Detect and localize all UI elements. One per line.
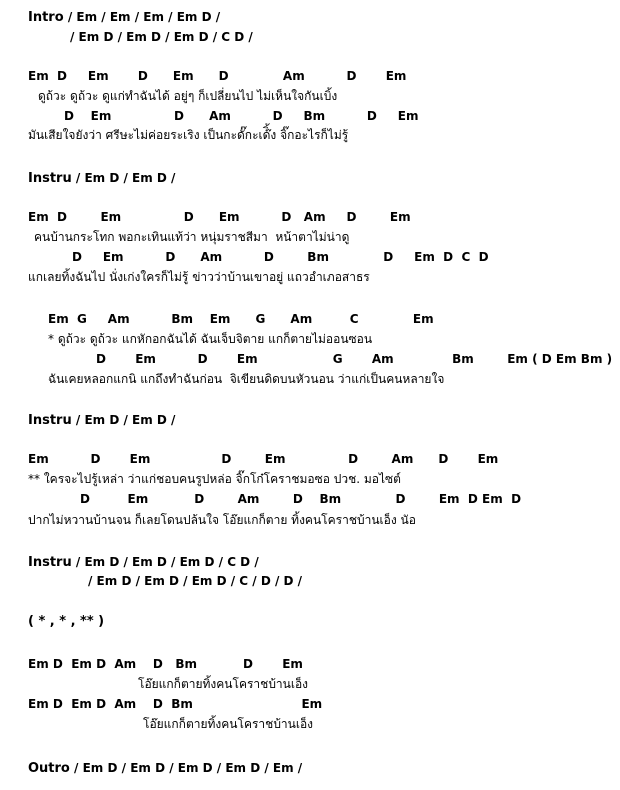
chorus-chords-1: Em G Am Bm Em G Am C Em: [48, 312, 434, 326]
outro-chords: / Em D / Em D / Em D / Em D / Em /: [69, 761, 303, 775]
ending-lyric-1: โอ๊ยแกก็ตายทิ้งคนโคราชบ้านเอ็ง: [138, 677, 309, 691]
instru3-chords-1: / Em D / Em D / Em D / C D /: [71, 555, 259, 569]
verse2-lyric-1: คนบ้านกระโทก พอกะเทินแท้ว่า หนุ่มราชสีมา หน้าตาไม่น่าดู: [34, 230, 350, 244]
instru1-line: [28, 169, 175, 188]
instru3-chords-2: / Em D / Em D / Em D / C / D / D /: [88, 574, 303, 588]
instru2-chords: / Em D / Em D /: [71, 413, 176, 427]
verse1-lyric-2: มันเสียใจยังว่า ศรีษะไม่ค่อยระเริง เป็นกะดั๊กะเด๊ิ้ง จิ๊กอะไรก็ไม่รู้: [28, 128, 349, 142]
bridge-lyric-2: ปากไม่หวานบ้านจน ก็เลยโดนปล้นใจ โอ๊ยแกก็ตาย ทิ้งคนโคราชบ้านเอ็ง นัอ: [28, 513, 416, 527]
verse2-chords-2: D Em D Am D Bm D Em D C D: [72, 250, 489, 264]
instru2-line: [28, 411, 175, 430]
intro-chords-1: / Em / Em / Em / Em D /: [63, 10, 221, 24]
intro-chords-2: / Em D / Em D / Em D / C D /: [70, 30, 253, 44]
instru1-label: Instru: [28, 171, 72, 186]
chorus-lyric-1: * ดูถ้วะ ดูถ้วะ แกหักอกฉันได้ ฉันเจ็บจิตาย แกก็ตายไม่ออนซอน: [48, 332, 373, 346]
verse2-chords-1: Em D Em D Em D Am D Em: [28, 210, 411, 224]
chorus-chords-2: D Em D Em G Am Bm Em ( D Em Bm ): [96, 352, 613, 366]
bridge-chords-1: Em D Em D Em D Am D Em: [28, 452, 499, 466]
ending-chords-1: Em D Em D Am D Bm D Em: [28, 657, 303, 671]
instru2-label: Instru: [28, 413, 72, 428]
verse1-lyric-1: ดูถ้วะ ดูถ้วะ ดูแก่ทำฉันได้ อยู่ๆ ก็เปลี่ยนไป ไม่เห็นใจกันเบิ้ง: [38, 89, 338, 103]
ending-lyric-2: โอ๊ยแกก็ตายทิ้งคนโคราชบ้านเอ็ง: [143, 717, 314, 731]
instru3-label: Instru: [28, 555, 72, 570]
outro-label: Outro: [28, 761, 70, 776]
verse2-lyric-2: แกเลยทิ้งฉันไป นั่งเก่งใครก็ไม่รู้ ข่าวว่าบ้านเขาอยู่ แถวอำเภอสาธร: [28, 270, 370, 284]
ending-chords-2: Em D Em D Am D Bm Em: [28, 697, 323, 711]
instru3-line-1: [28, 553, 259, 572]
verse1-chords-2: D Em D Am D Bm D Em: [64, 109, 419, 123]
instru1-chords: / Em D / Em D /: [71, 171, 176, 185]
verse1-chords-1: Em D Em D Em D Am D Em: [28, 69, 407, 83]
bridge-lyric-1: ** ใครจะไปรู้เหล่า ว่าแก่ชอบคนรูปหล่อ จิ๊กโก๋โคราชมอซอ ปวช. มอไซต์: [28, 472, 401, 486]
chorus-lyric-2: ฉันเคยหลอกแกนิ แกถึงทำฉันก่อน จิเขียนดิดบนหัวนอน ว่าแก่เป็นคนหลายใจ: [48, 372, 445, 386]
bridge-chords-2: D Em D Am D Bm D Em D Em D: [80, 492, 522, 506]
intro-line-1: [28, 8, 220, 27]
intro-label: Intro: [28, 10, 64, 25]
repeat-marker: ( * , * , ** ): [28, 614, 105, 629]
outro-line: [28, 759, 302, 778]
